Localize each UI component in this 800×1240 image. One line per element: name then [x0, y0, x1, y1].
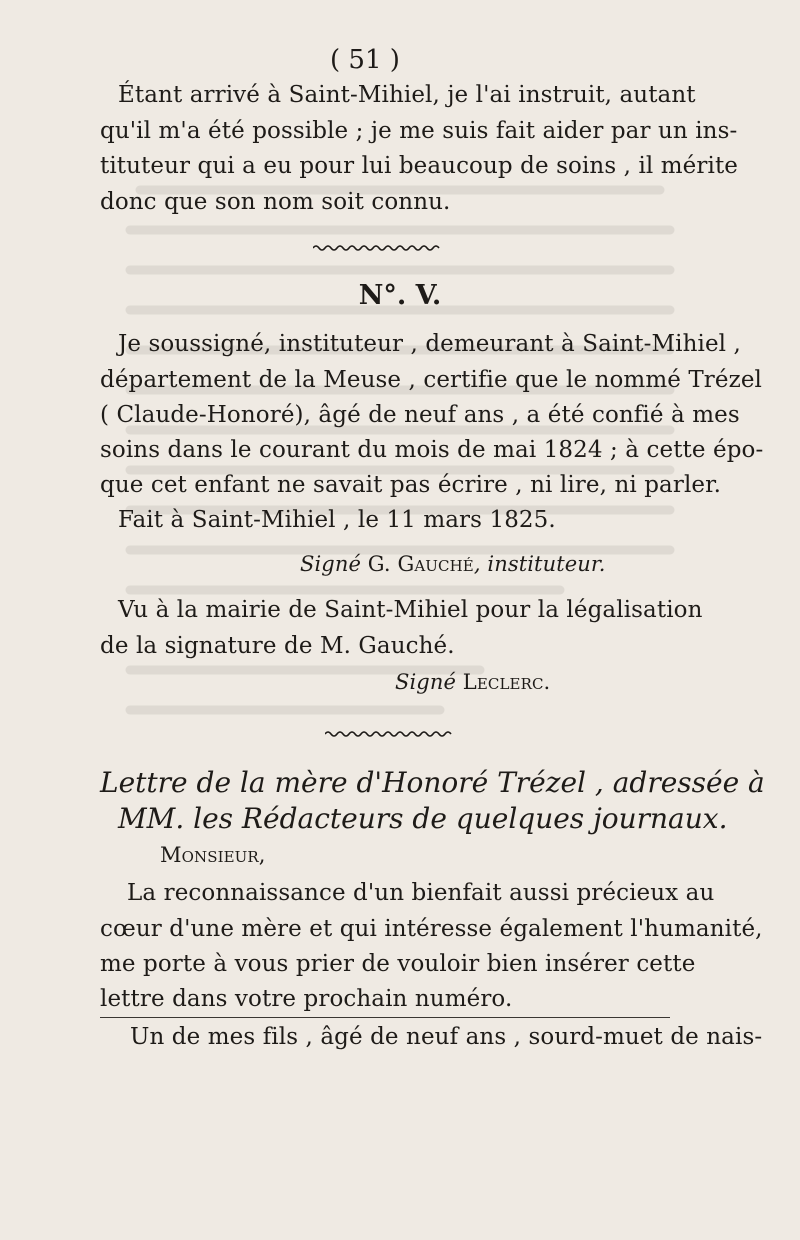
signature-leclerc [395, 670, 550, 694]
letter-title-line-1: Lettre de la mère d'Honoré Trézel , adressée à [100, 766, 765, 799]
page-number: ( 51 ) [330, 45, 400, 75]
legal-line-1: Vu à la mairie de Saint-Mihiel pour la légalisation [118, 597, 703, 623]
para3-line-1: La reconnaissance d'un bienfait aussi précieux au [127, 880, 715, 906]
para1-line-1: Étant arrivé à Saint-Mihiel, je l'ai instruit, autant [118, 82, 696, 108]
signer-name: G. Gauché [367, 552, 474, 576]
signer-role: , instituteur. [473, 552, 606, 576]
signer-name-2: Leclerc. [462, 670, 551, 694]
para3-line-3: me porte à vous prier de vouloir bien insérer cette [100, 951, 696, 977]
para1-line-2: qu'il m'a été possible ; je me suis fait aider par un ins- [100, 118, 738, 144]
para2-line-4: soins dans le courant du mois de mai 1824 ; à cette épo- [100, 437, 764, 463]
section-heading: N°. V. [358, 280, 442, 311]
signe-label: Signé [300, 552, 361, 576]
para4-line-1: Un de mes fils , âgé de neuf ans , sourd-muet de nais- [130, 1024, 763, 1050]
divider-rule [100, 1017, 670, 1018]
para2-line-2: département de la Meuse , certifie que le nommé Trézel [100, 367, 763, 393]
para1-line-4: donc que son nom soit connu. [100, 189, 451, 215]
para2-line-5: que cet enfant ne savait pas écrire , ni lire, ni parler. [100, 472, 722, 498]
para3-line-4: lettre dans votre prochain numéro. [100, 986, 513, 1012]
wavy-ornament-1 [313, 244, 443, 252]
dateline: Fait à Saint-Mihiel , le 11 mars 1825. [118, 507, 556, 533]
para2-line-1: Je soussigné, instituteur , demeurant à Saint-Mihiel , [118, 331, 741, 357]
salutation: Monsieur, [160, 843, 266, 867]
legal-line-2: de la signature de M. Gauché. [100, 633, 455, 659]
signe-label-2: Signé [395, 670, 456, 694]
para3-line-2: cœur d'une mère et qui intéresse également l'humanité, [100, 916, 763, 942]
signature-gauche [300, 552, 606, 576]
wavy-ornament-2 [325, 730, 455, 738]
para1-line-3: tituteur qui a eu pour lui beaucoup de soins , il mérite [100, 153, 738, 179]
letter-title-line-2: MM. les Rédacteurs de quelques journaux. [118, 802, 728, 835]
para2-line-3: ( Claude-Honoré), âgé de neuf ans , a été confié à mes [100, 402, 740, 428]
